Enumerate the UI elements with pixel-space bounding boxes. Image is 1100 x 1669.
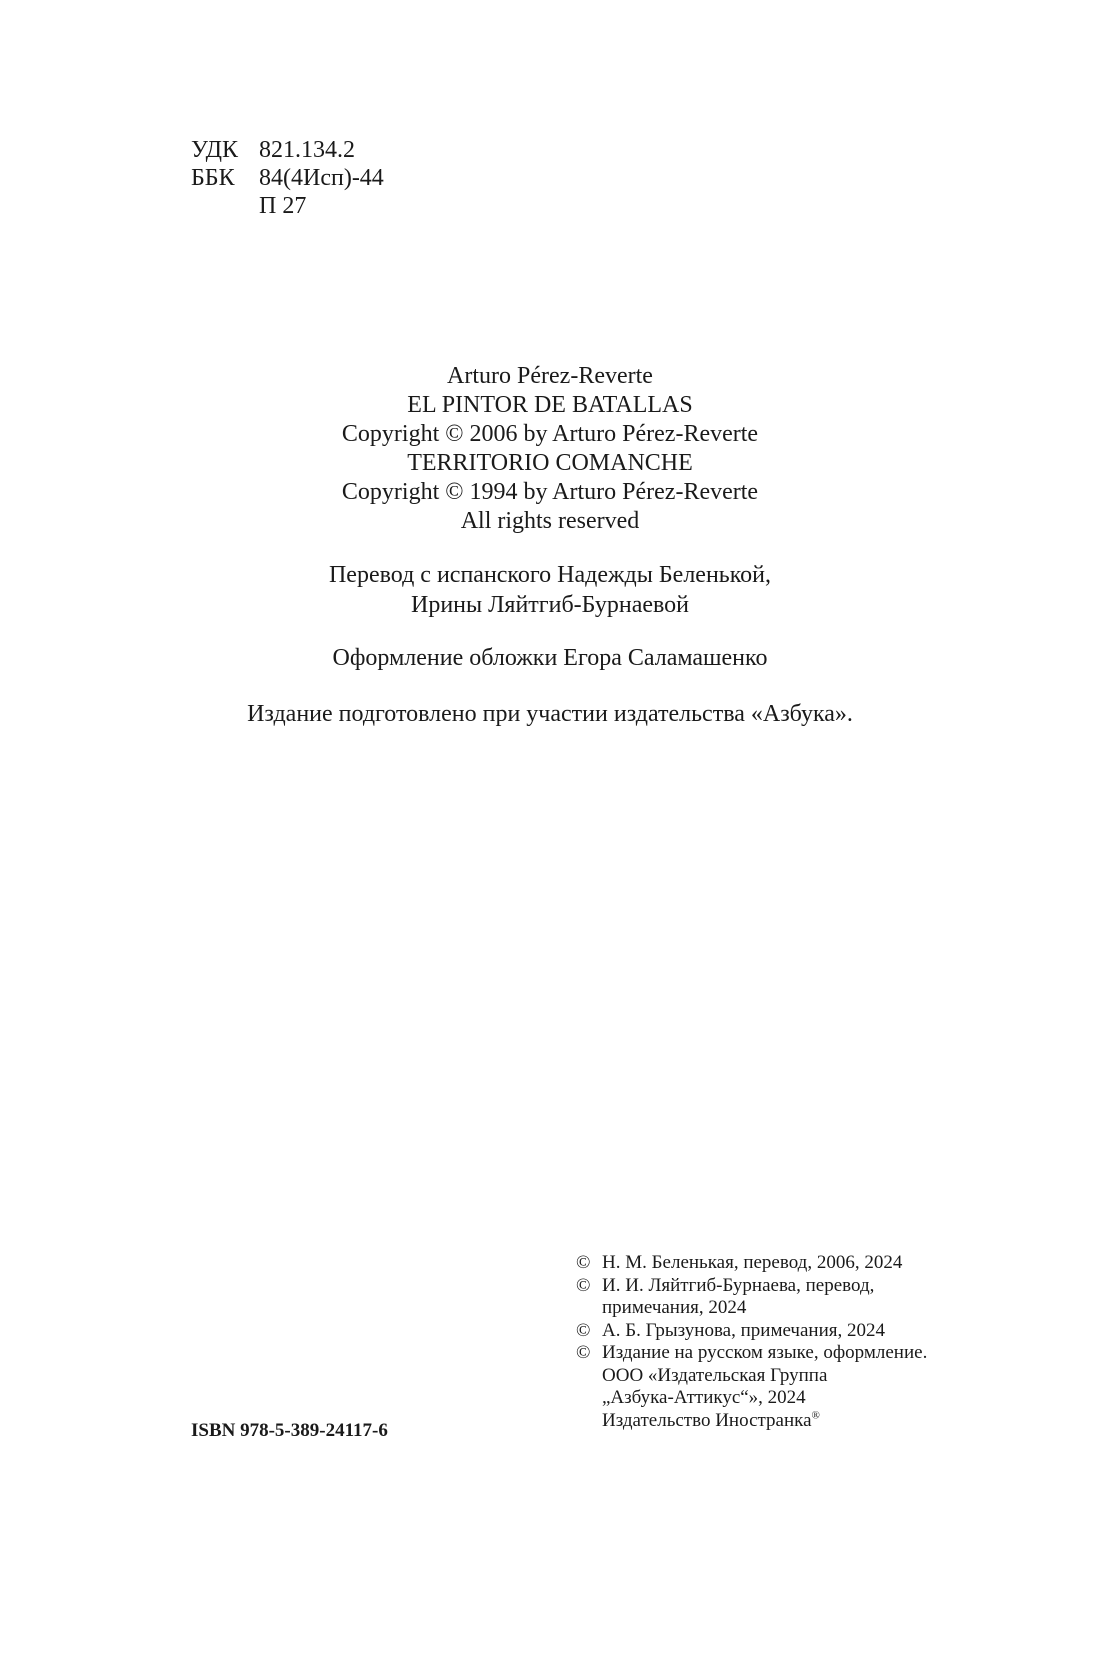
author-mark-row bbox=[191, 192, 384, 220]
copyright-entry bbox=[576, 1275, 927, 1320]
original-author: Arturo Pérez-Reverte bbox=[447, 363, 653, 389]
bbk-row bbox=[191, 164, 384, 192]
publisher-line bbox=[602, 1410, 927, 1433]
bbk-label: ББК bbox=[191, 165, 235, 191]
cover-design-credit: Оформление обложки Егора Саламашенко bbox=[332, 645, 768, 671]
copyright-text: Издание на русском языке, оформление. bbox=[602, 1342, 928, 1363]
copyright-text: А. Б. Грызунова, примечания, 2024 bbox=[602, 1319, 885, 1341]
classification-block bbox=[191, 136, 384, 220]
copyright-symbol: © bbox=[576, 1342, 591, 1363]
copyright-list bbox=[576, 1252, 927, 1432]
isbn: ISBN 978-5-389-24117-6 bbox=[191, 1420, 388, 1441]
edition-note: Издание подготовлено при участии издательства «Азбука». bbox=[247, 701, 853, 727]
udk-row bbox=[191, 136, 384, 164]
translation-line-2: Ирины Ляйтгиб-Бурнаевой bbox=[410, 592, 690, 618]
copyright-text: примечания, 2024 bbox=[602, 1297, 747, 1318]
copyright-text: ООО «Издательская Группа bbox=[602, 1364, 828, 1386]
copyright-entry bbox=[576, 1252, 927, 1275]
publisher-name: Издательство Иностранка bbox=[602, 1409, 812, 1431]
original-title-2: TERRITORIO COMANCHE bbox=[407, 450, 693, 476]
translation-line-1: Перевод с испанского Надежды Беленькой, bbox=[328, 562, 772, 588]
copyright-symbol: © bbox=[576, 1319, 591, 1341]
copyright-entry bbox=[576, 1320, 927, 1343]
original-rights-block bbox=[0, 362, 1100, 536]
all-rights-reserved: All rights reserved bbox=[460, 508, 640, 534]
original-title-1: EL PINTOR DE BATALLAS bbox=[407, 392, 693, 418]
copyright-text: И. И. Ляйтгиб-Бурнаева, перевод, bbox=[602, 1274, 875, 1296]
udk-value: 821.134.2 bbox=[259, 137, 355, 163]
copyright-text: Н. М. Беленькая, перевод, 2006, 2024 bbox=[602, 1252, 903, 1273]
copyright-symbol: © bbox=[576, 1252, 591, 1273]
copyright-text: „Азбука-Аттикус“», 2024 bbox=[602, 1387, 806, 1408]
registered-mark: ® bbox=[811, 1409, 820, 1422]
translation-credit bbox=[0, 560, 1100, 620]
udk-label: УДК bbox=[191, 137, 238, 163]
bbk-value: 84(4Исп)-44 bbox=[259, 165, 384, 191]
copyright-line-2: Copyright © 1994 by Arturo Pérez-Reverte bbox=[341, 479, 759, 505]
author-mark: П 27 bbox=[259, 193, 307, 219]
copyright-symbol: © bbox=[576, 1274, 591, 1296]
copyright-line-1: Copyright © 2006 by Arturo Pérez-Reverte bbox=[341, 421, 759, 447]
copyright-entry bbox=[576, 1342, 927, 1432]
